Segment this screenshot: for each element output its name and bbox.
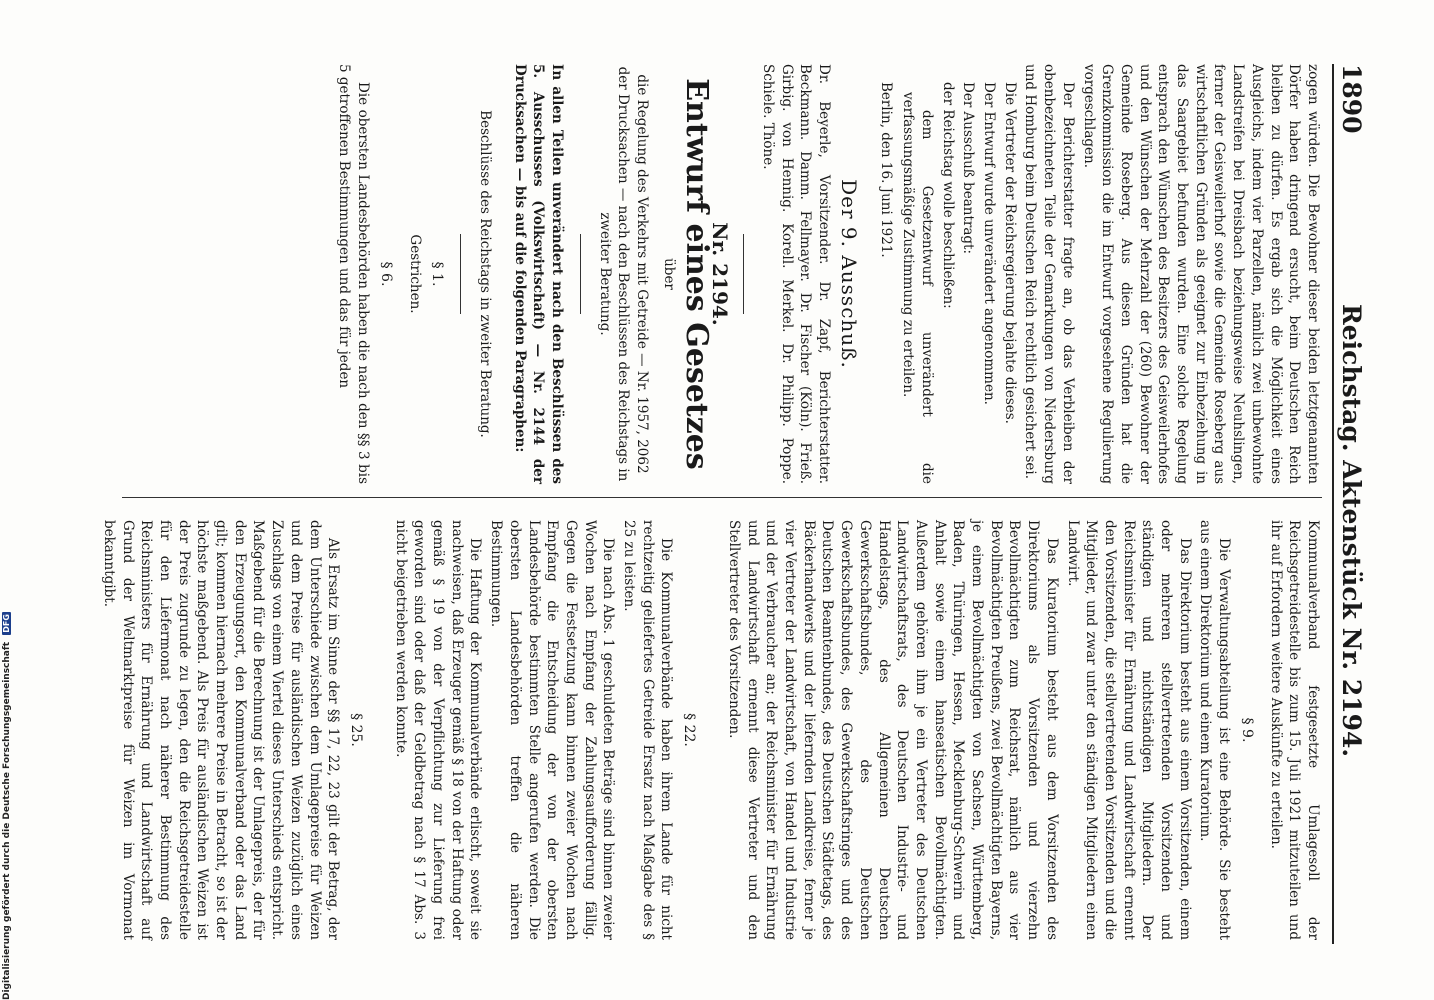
section-heading: § 1. <box>429 261 446 287</box>
paragraph: Die Haftung der Kommunalverbände erlischt, soweit sie nachweisen, daß Erzeuger gemäß § 18 von der Haftung oder gemäß § 19 von der Verpflichtung zur Lieferung frei geworden sind oder daß der Geldbetrag nach § 17 Abs. 3 nicht beigetrieben werden konnte. <box>392 520 484 940</box>
paragraph: Die Vertreter der Reichsregierung bejahte dieses. <box>1001 82 1018 424</box>
document-number: Nr. 2194. <box>708 222 733 326</box>
paragraph: Die Kommunalverbände haben ihrem Lande für nicht rechtzeitig geliefertes Getreide Ersatz nach Maßgabe des § 25 zu leisten. <box>621 520 675 940</box>
title-connector: über <box>660 258 677 290</box>
page-number: 1890 <box>1337 64 1366 134</box>
section-heading: § 9. <box>1238 717 1255 743</box>
section-text: Die obersten Landesbehörden haben die nach den §§ 3 bis 5 getroffenen Bestimmungen und das für jeden <box>336 64 372 484</box>
paragraph: Das Kuratorium besteht aus dem Vorsitzenden des Direktoriums als Vorsitzenden und vierzehn Bevollmächtigten zum Reichsrat, nämlich aus vier Bevollmächtigten Preußens, zwei Bevollmächtigten Bayerns, je einem Bevollmächtigten von Sachsen, Württemberg, Baden, Thüringen, Hessen, Mecklenburg-Schwerin und Anhalt sowie einem hanseatischen Bevollmächtigten. Außerdem gehören ihm je ein Vertreter des Deutschen Landwirtschaftsrats, des Deutschen Industrie- und Handelstags, des Allgemeinen Deutschen Gewerkschaftsbundes, des Deutschen Gewerkschaftsbundes, des Gewerkschaftsringes und des Deutschen Beamtenbundes, des Deutschen Städtetags, des Bäckerhandwerks und der liefernden Landkreise, ferner je vier Vertreter der Landwirtschaft, von Handel und Industrie und der Verbraucher an; der Reichsminister für Ernährung und Landwirtschaft ernennt diese Vertreter und den Stellvertreter des Vorsitzenden. <box>725 520 1060 940</box>
divider <box>580 234 581 314</box>
date-line: Berlin, den 16. Juni 1921. <box>877 82 894 258</box>
document-title: Entwurf eines Gesetzes <box>678 78 714 470</box>
paragraph: Als Ersatz im Sinne der §§ 17, 22, 23 gilt der Betrag, der dem Unterschiede zwischen dem Umlagepreise für Weizen und dem Preise für ausländischen Weizen zuzüglich eines Zuschlags von einem Viertel dieses Unterschieds entspricht. Maßgebend für die Berechnung ist der Umlagepreis, der für den Erzeugungsort, den Kommunalverband oder das Land gilt; kommen hiernach mehrere Preise in Betracht, so ist der höchste maßgebend. Als Preis für ausländischen Weizen ist der Preis zugrunde zu legen, den die Reichsgetreidestelle für den Liefermonat nach näherer Bestimmung des Reichsministers für Ernährung und Landwirtschaft auf Grund der Weltmarktpreise für Weizen im Vormonat bekanntgibt. <box>100 520 342 940</box>
divider <box>743 234 744 314</box>
dfg-logo: DFG <box>2 614 11 633</box>
paragraph: zogen würden. Die Bewohner dieser beiden letztgenannten Dörfer haben dringend ersucht, beim Deutschen Reich bleiben zu dürfen. Es ergab sich die Möglichkeit eines Ausgleichs, indem vier Parzellen, nämlich zwei unbewohnte Landstreifen bei Dreisbach beziehungsweise Neuhslingen, ferner der Geisweilerhof sowie die Gemeinde Roseberg aus wirtschaftlichen Gründen als geeignet zur Einbeziehung in das Saargebiet befunden wurden. Eine solche Regelung entsprach den Wünschen des Besitzers des Geisweilerhofes und den Wünschen der Mehrzahl der (260) Bewohner der Gemeinde Roseberg. Aus diesen Gründen hat die Grenzkommission die im Entwurf vorgesehene Regulierung vorgeschlagen. <box>1080 64 1321 484</box>
digitization-credit <box>2 570 16 1000</box>
paragraph: Der Entwurf wurde unverändert angenommen. <box>981 82 998 405</box>
paragraph: Die Verwaltungsabteilung ist eine Behörde. Sie besteht aus einem Direktorium und einem Kuratorium. <box>1197 520 1233 940</box>
committee-members: Dr. Beyerle, Vorsitzender. Dr. Zapf, Berichterstatter. Beckmann. Damm. Fellmayer. Dr. Fischer (Köln). Frieß. Girbig. von Hennig. Korell. Merkel. Dr. Philipp. Poppe. Schiele. Thöne. <box>760 64 833 484</box>
paragraph: Kommunalverband festgesetzte Umlagesoll der Reichsgetreidestelle bis zum 15. Juli 1921 mitzuteilen und ihr auf Erfordern weitere Auskünfte zu erteilen. <box>1267 520 1321 940</box>
bold-note: In allen Teilen unverändert nach den Beschlüssen des 5. Ausschusses (Volkswirtschaft) — Nr. 2144 der Drucksachen — bis auf die folgenden Paragraphen: <box>511 64 566 484</box>
section-heading: § 25. <box>347 713 364 747</box>
section-heading: § 22. <box>681 713 698 747</box>
paragraph: Das Direktorium besteht aus einem Vorsitzenden, einem oder mehreren stellvertretenden Vorsitzenden und ständigen und nichtständigen Mitgliedern. Der Reichsminister für Ernährung und Landwirtschaft ernennt den Vorsitzenden, die stellvertretenden Vorsitzenden und die Mitglieder, und zwar unter den ständigen Mitgliedern einen Landwirt. <box>1064 520 1193 940</box>
subject: die Regelung des Verkehrs mit Getreide — Nr. 1957, 2062 der Drucksachen — nach den Beschlüssen des Reichstags in zweiter Beratung. <box>596 66 651 482</box>
divider <box>460 234 461 314</box>
left-column <box>333 64 1322 484</box>
column-divider <box>122 497 1322 498</box>
credit-text: Digitalisierung gefördert durch die Deutsche Forschungsgemeinschaft <box>2 641 12 1000</box>
resolutions-heading: Beschlüsse des Reichstags in zweiter Beratung. <box>476 110 493 438</box>
section-text: Gestrichen. <box>406 234 423 314</box>
motion-text: dem Gesetzentwurf unverändert die verfassungsmäßige Zustimmung zu erteilen. <box>900 92 935 484</box>
section-heading: § 6. <box>377 261 394 287</box>
paragraph: Der Berichterstatter fragte an, ob das Verbleiben der obenbezeichneten Teile der Gemarkungen von Niedersburg und Homburg beim Deutschen Reich rechtlich gesichert sei. <box>1022 64 1076 484</box>
paragraph: Der Ausschuß beantragt: <box>960 82 977 255</box>
paragraph: Die nach Abs. 1 geschuldeten Beträge sind binnen zweier Wochen nach Empfang der Zahlungsaufforderung fällig. Gegen die Festsetzung kann binnen zweier Wochen nach Empfang die Entscheidung der von der obersten Landesbehörde bestimmten Stelle angerufen werden. Die obersten Landesbehörden treffen die näheren Bestimmungen. <box>488 520 617 940</box>
header-rule <box>1332 64 1334 944</box>
committee-title: Der 9. Ausschuß. <box>836 179 861 369</box>
right-column <box>97 520 1322 940</box>
running-title: Reichstag. Aktenstück Nr. 2194. <box>1337 304 1366 758</box>
paragraph: der Reichstag wolle beschließen: <box>939 82 956 309</box>
